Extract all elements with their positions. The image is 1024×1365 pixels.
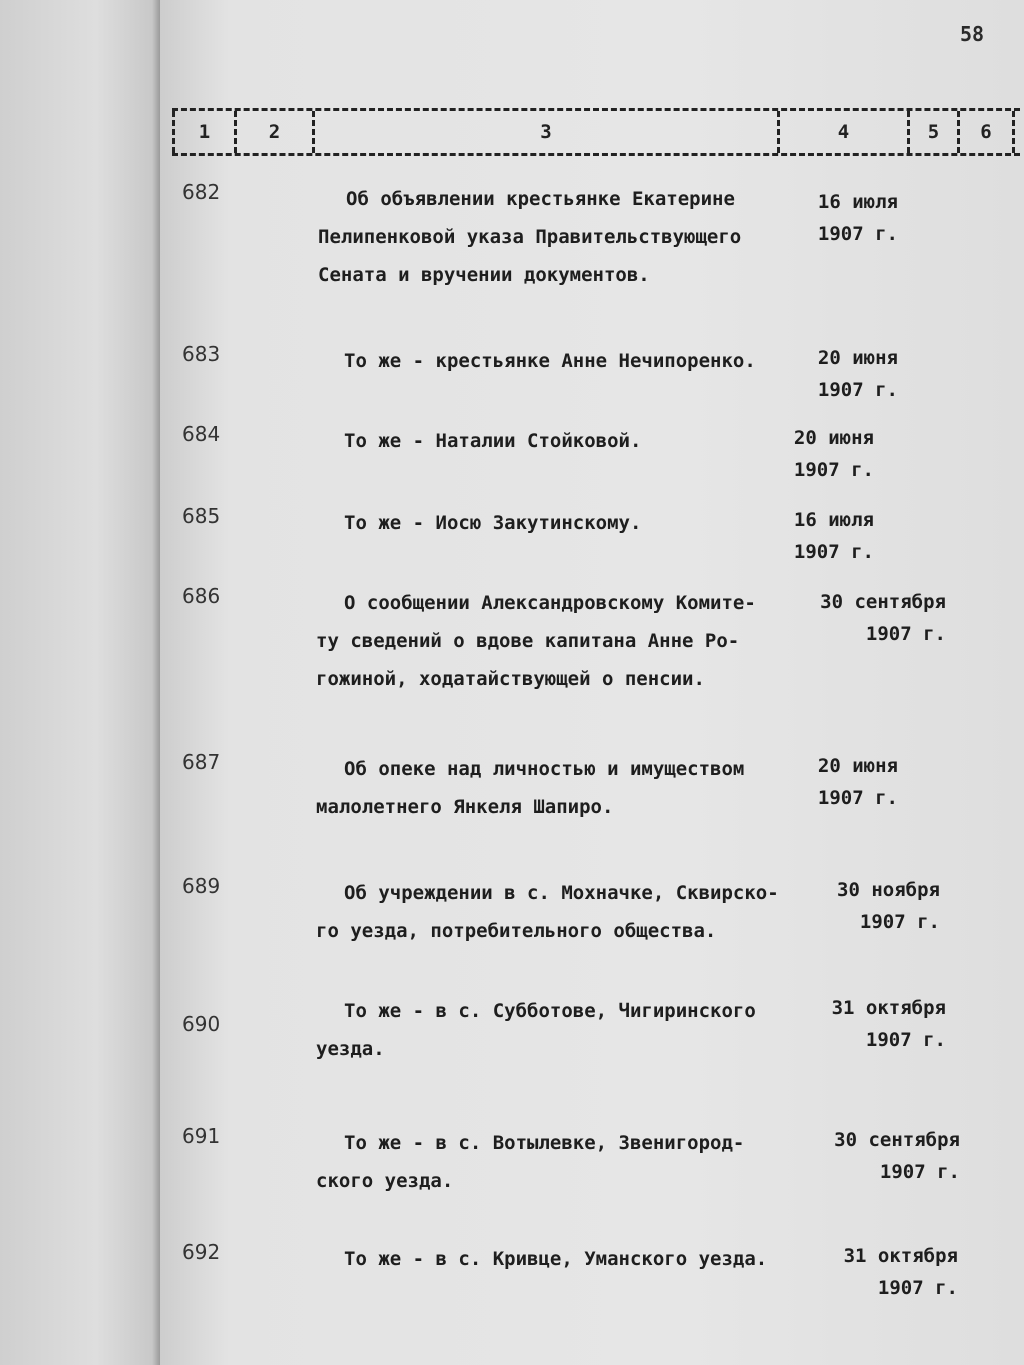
- description-line: То же - Иосю Закутинскому.: [344, 512, 642, 534]
- date-year: 1907 г.: [877, 1277, 958, 1299]
- entry-number: 690: [182, 1012, 221, 1036]
- entry-number: 683: [182, 342, 221, 366]
- date-year: 1907 г.: [817, 787, 898, 809]
- description-line: го уезда, потребительного общества.: [316, 920, 717, 942]
- entry-description: [316, 1240, 796, 1278]
- date-year: 1907 г.: [793, 459, 874, 481]
- column-2-header: 2: [234, 111, 312, 153]
- entry-number: 682: [182, 180, 221, 204]
- entry-date: [748, 186, 898, 250]
- column-5-header: 5: [907, 111, 957, 153]
- date-year: 1907 г.: [793, 541, 874, 563]
- page-binding-shadow: [0, 0, 160, 1365]
- date-day: 30 сентября: [820, 591, 946, 613]
- entry-number: 689: [182, 874, 221, 898]
- entry-number: 691: [182, 1124, 221, 1148]
- entry-description: [316, 1124, 796, 1200]
- date-year: 1907 г.: [817, 379, 898, 401]
- entry-date: [808, 1240, 958, 1304]
- date-year: 1907 г.: [865, 623, 946, 645]
- date-year: 1907 г.: [865, 1029, 946, 1051]
- date-day: 20 июня: [793, 427, 874, 449]
- entry-description: [316, 342, 796, 380]
- date-day: 31 октября: [843, 1245, 958, 1267]
- description-line: ту сведений о вдове капитана Анне Ро-: [316, 630, 740, 652]
- description-line: Об учреждении в с. Мохначке, Сквирско-: [344, 882, 779, 904]
- date-day: 16 июля: [817, 191, 898, 213]
- description-line: Сената и вручении документов.: [318, 264, 650, 286]
- entry-number: 685: [182, 504, 221, 528]
- entry-date: [724, 504, 874, 568]
- entry-date: [748, 342, 898, 406]
- entry-description: [316, 874, 796, 950]
- description-line: То же - в с. Субботове, Чигиринского: [344, 1000, 756, 1022]
- entry-date: [790, 874, 940, 938]
- column-header: [172, 108, 1020, 156]
- date-day: 20 июня: [817, 755, 898, 777]
- entry-description: [318, 180, 798, 294]
- entry-date: [796, 992, 946, 1056]
- date-year: 1907 г.: [879, 1161, 960, 1183]
- column-3-header: 3: [312, 111, 777, 153]
- entry-date: [748, 750, 898, 814]
- date-day: 31 октября: [831, 997, 946, 1019]
- date-year: 1907 г.: [817, 223, 898, 245]
- column-1-header: 1: [172, 111, 234, 153]
- entry-description: [316, 992, 796, 1068]
- description-line: То же - крестьянке Анне Нечипоренко.: [344, 350, 756, 372]
- entry-date: [724, 422, 874, 486]
- date-year: 1907 г.: [859, 911, 940, 933]
- description-line: О сообщении Александровскому Комите-: [344, 592, 756, 614]
- date-day: 30 сентября: [834, 1129, 960, 1151]
- description-line: ского уезда.: [316, 1170, 454, 1192]
- entry-number: 687: [182, 750, 221, 774]
- entry-date: [810, 1124, 960, 1188]
- entry-number: 692: [182, 1240, 221, 1264]
- entry-number: 684: [182, 422, 221, 446]
- column-4-header: 4: [777, 111, 907, 153]
- description-line: То же - в с. Вотылевке, Звенигород-: [344, 1132, 745, 1154]
- description-line: Об объявлении крестьянке Екатерине: [346, 188, 735, 210]
- description-line: То же - в с. Кривце, Уманского уезда.: [344, 1248, 768, 1270]
- description-line: уезда.: [316, 1038, 385, 1060]
- description-line: малолетнего Янкеля Шапиро.: [316, 796, 614, 818]
- description-line: Об опеке над личностью и имуществом: [344, 758, 745, 780]
- page-number: 58: [960, 22, 985, 46]
- entry-description: [316, 584, 796, 698]
- description-line: То же - Наталии Стойковой.: [344, 430, 642, 452]
- date-day: 30 ноября: [837, 879, 940, 901]
- entry-number: 686: [182, 584, 221, 608]
- column-6-header: 6: [957, 111, 1015, 153]
- entry-date: [796, 586, 946, 650]
- description-line: Пелипенковой указа Правительствующего: [318, 226, 742, 248]
- description-line: гожиной, ходатайствующей о пенсии.: [316, 668, 705, 690]
- date-day: 16 июля: [793, 509, 874, 531]
- entry-description: [316, 750, 796, 826]
- date-day: 20 июня: [817, 347, 898, 369]
